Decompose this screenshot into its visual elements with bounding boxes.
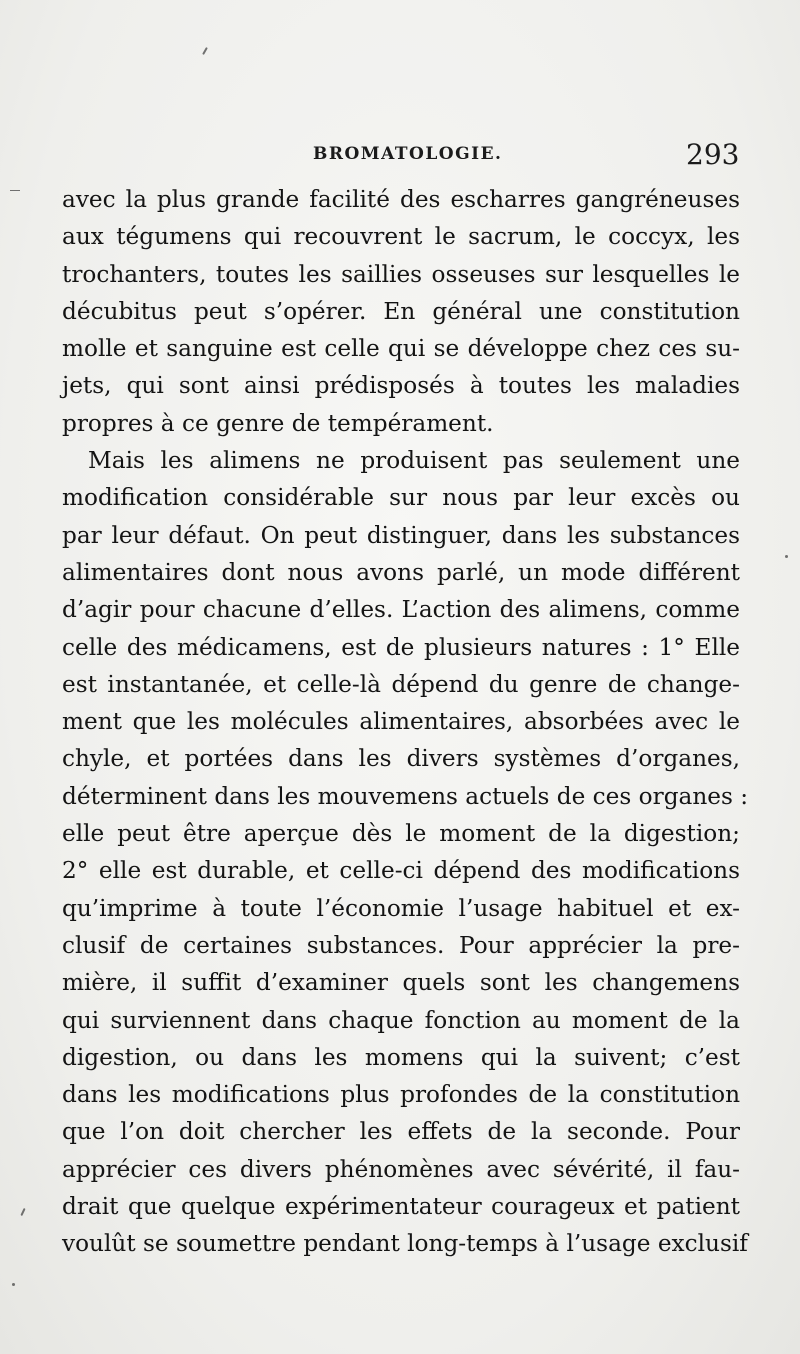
text-line: apprécier ces divers phénomènes avec sévérité, il fau- [62, 1155, 740, 1183]
ink-speck [10, 190, 20, 191]
running-title: BROMATOLOGIE. [313, 144, 503, 164]
text-line: aux tégumens qui recouvrent le sacrum, le coccyx, les [62, 223, 740, 251]
text-line: elle peut être aperçue dès le moment de la digestion; [62, 820, 740, 848]
paragraph-end-line: propres à ce genre de tempérament. [62, 409, 494, 437]
text-line: 2° elle est durable, et celle-ci dépend des modifications [62, 857, 740, 885]
ink-speck [12, 1283, 15, 1286]
text-line: déterminent dans les mouvemens actuels de ces organes : [62, 782, 749, 810]
body-text [62, 181, 749, 1263]
running-head [0, 140, 800, 180]
paragraph-start-line: Mais les alimens ne produisent pas seulement une [88, 447, 740, 475]
page-number: 293 [686, 138, 740, 171]
ink-speck [202, 47, 208, 55]
text-line: dans les modifications plus profondes de la constitution [62, 1081, 740, 1109]
text-line: qui surviennent dans chaque fonction au moment de la [62, 1006, 740, 1034]
text-line: voulût se soumettre pendant long-temps à l’usage exclusif [62, 1230, 748, 1258]
text-line: clusif de certaines substances. Pour apprécier la pre- [62, 931, 740, 959]
text-line: modification considérable sur nous par leur excès ou [62, 484, 740, 512]
ink-speck [20, 1208, 25, 1216]
text-line: avec la plus grande facilité des escharres gangréneuses [62, 186, 740, 213]
text-line: d’agir pour chacune d’elles. L’action des alimens, comme [62, 596, 740, 624]
ink-speck [785, 555, 788, 558]
text-line: trochanters, toutes les saillies osseuses sur lesquelles le [62, 260, 740, 288]
text-line: chyle, et portées dans les divers systèmes d’organes, [62, 745, 740, 773]
text-line: mière, il suffit d’examiner quels sont les changemens [62, 969, 740, 997]
text-line: qu’imprime à toute l’économie l’usage habituel et ex- [62, 894, 740, 922]
text-line: est instantanée, et celle-là dépend du genre de change- [62, 670, 740, 698]
text-line: décubitus peut s’opérer. En général une constitution [62, 297, 740, 325]
text-line: molle et sanguine est celle qui se développe chez ces su- [62, 335, 740, 363]
text-line: alimentaires dont nous avons parlé, un mode différent [62, 558, 740, 586]
text-line: digestion, ou dans les momens qui la suivent; c’est [62, 1043, 740, 1071]
text-line: celle des médicamens, est de plusieurs natures : 1° Elle [62, 633, 740, 661]
text-line: drait que quelque expérimentateur courageux et patient [62, 1193, 740, 1221]
text-line: jets, qui sont ainsi prédisposés à toutes les maladies [62, 372, 740, 400]
text-line: que l’on doit chercher les effets de la seconde. Pour [62, 1118, 740, 1146]
text-line: ment que les molécules alimentaires, absorbées avec le [62, 708, 740, 736]
text-line: par leur défaut. On peut distinguer, dans les substances [62, 521, 740, 549]
